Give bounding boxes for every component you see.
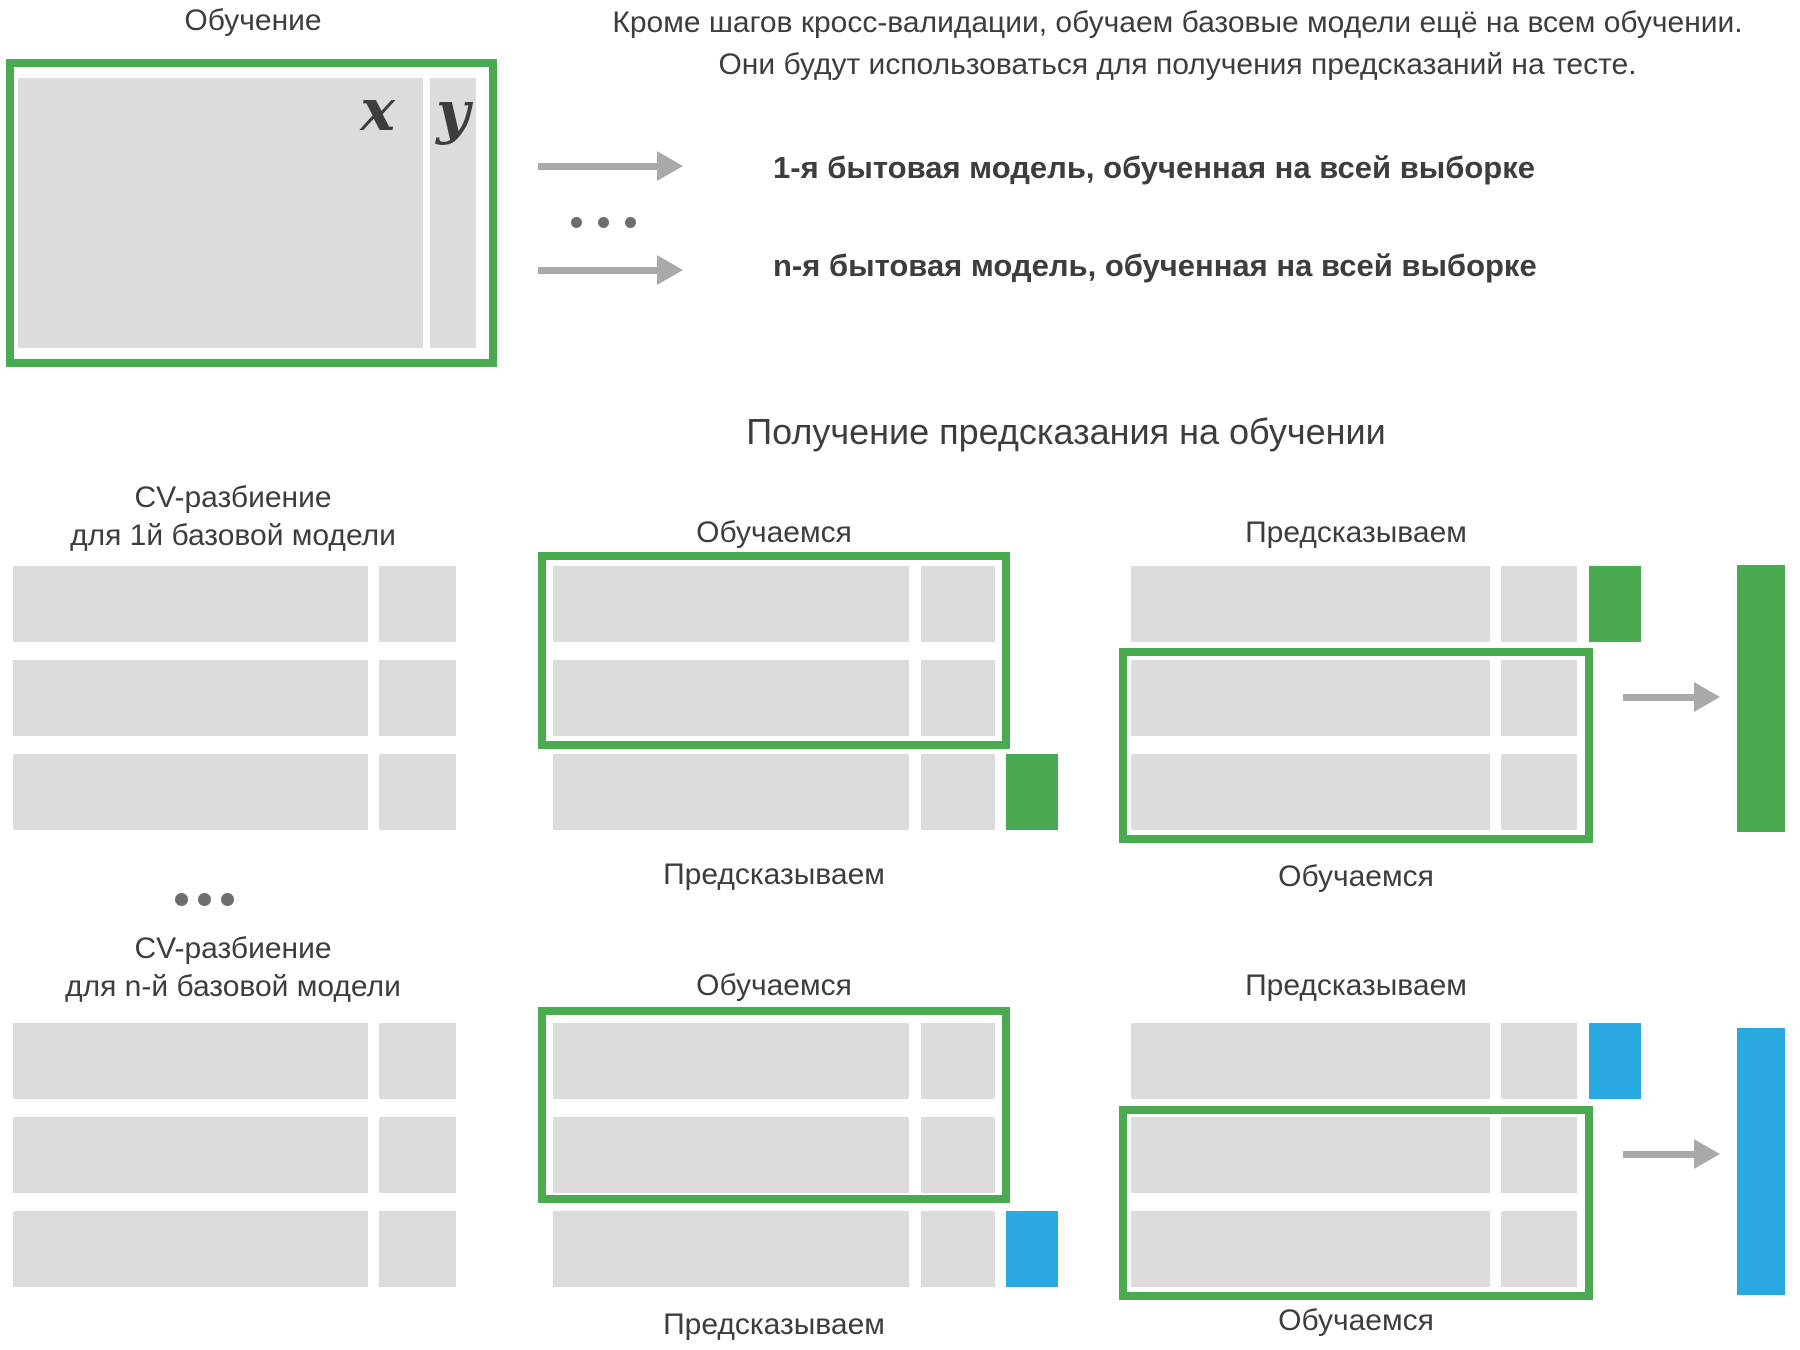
fold-row-y bbox=[921, 566, 995, 642]
fit-header: Обучаемся bbox=[696, 969, 852, 1002]
fold-prediction-block bbox=[1589, 1023, 1641, 1099]
fold-row-x bbox=[13, 1117, 368, 1193]
arrow-head-icon bbox=[657, 151, 683, 181]
fold-row-x bbox=[13, 660, 368, 736]
cv-split-n-title bbox=[33, 930, 433, 1006]
fit-header: Обучаемся bbox=[696, 516, 852, 549]
fold-row-x bbox=[1131, 1211, 1490, 1287]
arrow-shaft bbox=[1623, 1151, 1698, 1158]
note-line-1: Кроме шагов кросс-валидации, обучаем базовые модели ещё на всем обучении. bbox=[612, 6, 1743, 39]
fold-row-x bbox=[553, 660, 909, 736]
predict-header: Предсказываем bbox=[1245, 516, 1467, 549]
fold-row-x bbox=[553, 1211, 909, 1287]
train-predictions-column bbox=[1737, 565, 1785, 832]
arrow-head-icon bbox=[657, 255, 683, 285]
fold-row-x bbox=[553, 754, 909, 830]
cv-split-1-title-line2: для 1й базовой модели bbox=[70, 519, 396, 552]
fold-row-x bbox=[1131, 660, 1490, 736]
note-line-2: Они будут использоваться для получения предсказаний на тесте. bbox=[718, 48, 1637, 81]
dot-icon bbox=[175, 893, 188, 906]
ellipsis-icon bbox=[175, 893, 234, 906]
fold-row-x bbox=[13, 566, 368, 642]
arrow-head-icon bbox=[1694, 682, 1720, 712]
fold-row-y bbox=[379, 754, 456, 830]
train-predictions-column bbox=[1737, 1028, 1785, 1295]
fold-row-x bbox=[553, 1117, 909, 1193]
fold-row-y bbox=[921, 1211, 995, 1287]
fold-row-y bbox=[379, 1023, 456, 1099]
fold-row-x bbox=[553, 566, 909, 642]
fold-row-y bbox=[1501, 1023, 1577, 1099]
fold-prediction-block bbox=[1589, 566, 1641, 642]
fold-prediction-block bbox=[1006, 1211, 1058, 1287]
arrow-head-icon bbox=[1694, 1139, 1720, 1169]
fold-row-x bbox=[13, 754, 368, 830]
note-text bbox=[560, 2, 1795, 86]
fold-row-y bbox=[921, 1117, 995, 1193]
fold-row-y bbox=[1501, 1211, 1577, 1287]
fold-row-x bbox=[1131, 566, 1490, 642]
cv-split-n-title-line2: для n-й базовой модели bbox=[65, 970, 401, 1003]
fold-row-y bbox=[379, 1117, 456, 1193]
fit-footer: Обучаемся bbox=[1278, 860, 1434, 893]
training-title: Обучение bbox=[184, 4, 322, 37]
fold-row-x bbox=[1131, 1023, 1490, 1099]
cv-split-1-title bbox=[33, 479, 433, 555]
predict-footer: Предсказываем bbox=[663, 858, 885, 891]
fold-row-y bbox=[379, 566, 456, 642]
model-n-label: n-я бытовая модель, обученная на всей выборке bbox=[773, 248, 1537, 283]
dot-icon bbox=[221, 893, 234, 906]
arrow-shaft bbox=[538, 163, 661, 170]
predict-footer: Предсказываем bbox=[663, 1308, 885, 1341]
cv-split-n-title-line1: CV-разбиение bbox=[134, 932, 332, 965]
model-1-label: 1-я бытовая модель, обученная на всей выборке bbox=[773, 150, 1535, 185]
ellipsis-icon bbox=[571, 217, 636, 228]
fold-row-x bbox=[1131, 754, 1490, 830]
section-title: Получение предсказания на обучении bbox=[746, 411, 1386, 452]
fold-row-y bbox=[1501, 566, 1577, 642]
dot-icon bbox=[571, 217, 582, 228]
cv-split-1-title-line1: CV-разбиение bbox=[134, 481, 332, 514]
x-label: x bbox=[360, 76, 395, 144]
fold-row-y bbox=[1501, 754, 1577, 830]
fold-row-x bbox=[13, 1211, 368, 1287]
dot-icon bbox=[198, 893, 211, 906]
fold-row-y bbox=[921, 660, 995, 736]
fold-row-x bbox=[13, 1023, 368, 1099]
dot-icon bbox=[598, 217, 609, 228]
fold-row-y bbox=[379, 660, 456, 736]
predict-header: Предсказываем bbox=[1245, 969, 1467, 1002]
arrow-shaft bbox=[1623, 694, 1698, 701]
arrow-shaft bbox=[538, 267, 661, 274]
y-label: y bbox=[436, 78, 470, 146]
fold-row-y bbox=[1501, 660, 1577, 736]
fold-row-y bbox=[379, 1211, 456, 1287]
fold-row-x bbox=[1131, 1117, 1490, 1193]
fit-footer: Обучаемся bbox=[1278, 1304, 1434, 1337]
fold-prediction-block bbox=[1006, 754, 1058, 830]
fold-row-y bbox=[921, 1023, 995, 1099]
fold-row-y bbox=[1501, 1117, 1577, 1193]
fold-row-y bbox=[921, 754, 995, 830]
fold-row-x bbox=[553, 1023, 909, 1099]
dot-icon bbox=[625, 217, 636, 228]
